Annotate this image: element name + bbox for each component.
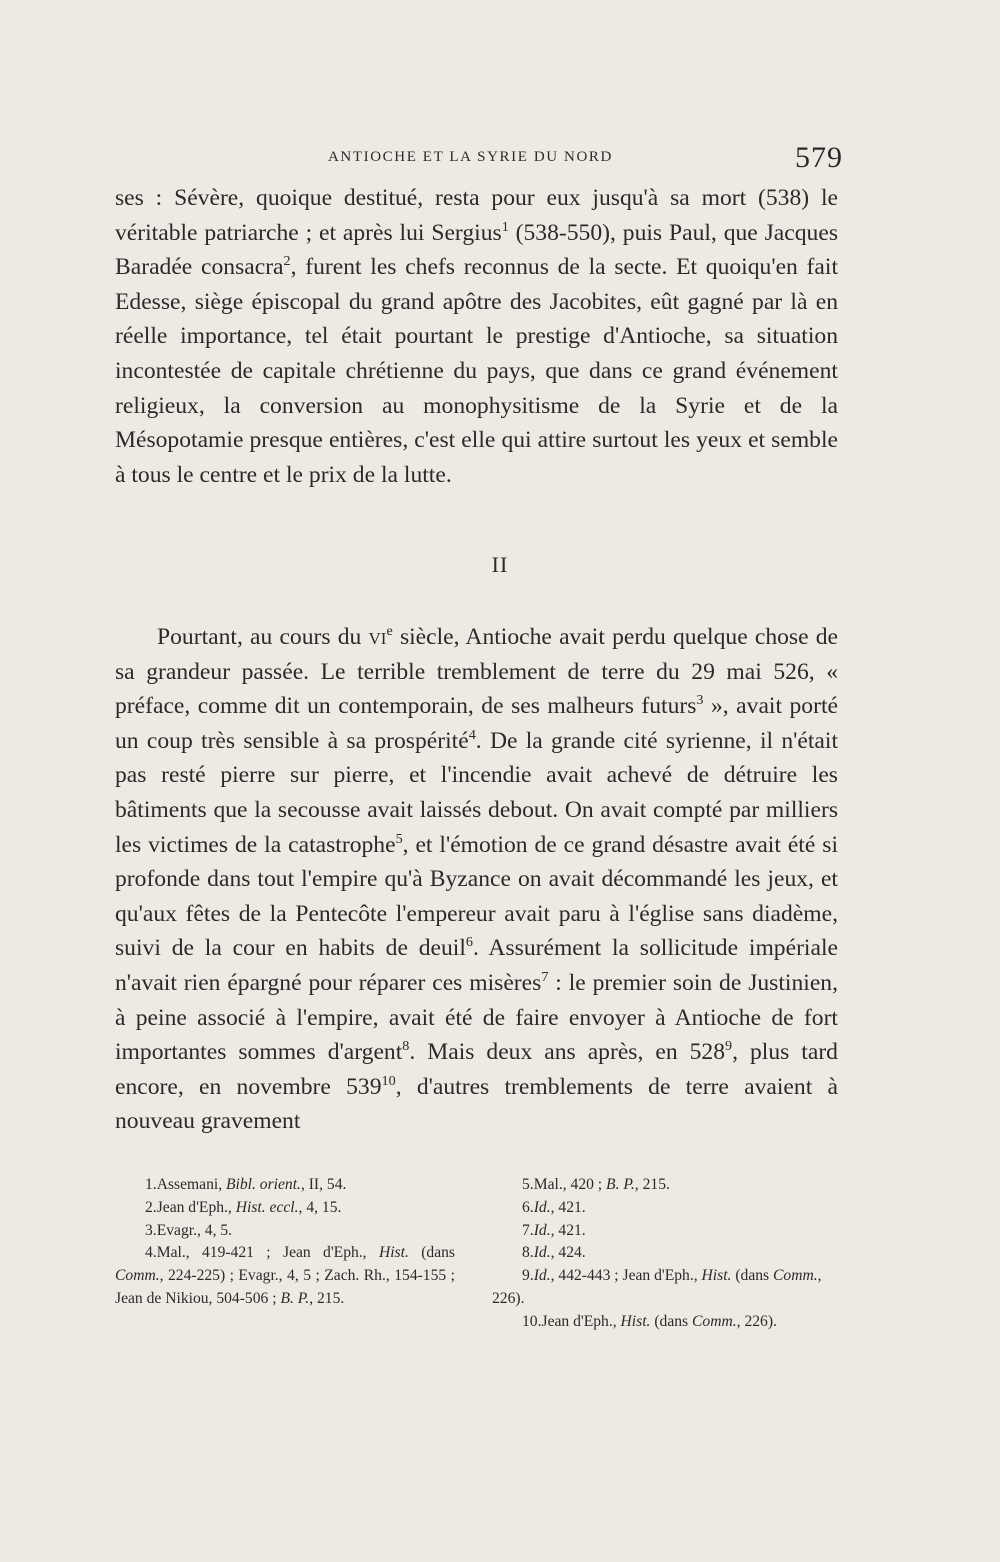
text-run: (538-550), puis Paul, que Jacques Baradée consacra (115, 219, 839, 281)
footnote-ref[interactable]: 4 (468, 726, 476, 743)
text-run: . Mais deux ans après, en 528 (409, 1039, 726, 1066)
section-heading: II (491, 552, 509, 577)
footnote-ref[interactable]: 3 (696, 692, 704, 709)
footnote-ref[interactable]: 1 (501, 218, 509, 235)
text-run: , d'autres tremblements de terre avaient à nouveau gravement (115, 1073, 838, 1135)
text-run: , et l'émotion de ce grand désastre avait été si profonde dans tout l'empire qu'à Byzance on avait décommandé les jeux, et qu'aux fêtes de la Pentecôte l'empereur avait paru à l'église sans diadème, suivi de la cour en habits de deuil (115, 831, 838, 962)
text-run: . Assurément la sollicitude impériale n'avait rien épargné pour réparer ces misères (115, 935, 838, 996)
footnote-ref[interactable]: 5 (395, 830, 403, 847)
footnote-7: 7.Id., 421. (522, 1221, 586, 1239)
paragraph-2 (115, 620, 838, 1139)
text-run: », avait porté un coup très sensible à sa prospérité (115, 693, 838, 754)
text-run: , plus tard encore, en novembre 539 (115, 1039, 838, 1100)
footnote-ref[interactable]: 10 (381, 1072, 396, 1089)
text-run: ses : Sévère, quoique destitué, resta pour eux jusqu'à sa mort (538) le véritable patriarche ; et après lui Sergius (115, 185, 838, 246)
page-number: 579 (795, 141, 843, 174)
running-title: ANTIOCHE ET LA SYRIE DU NORD (328, 149, 613, 165)
footnote-8: 8.Id., 424. (522, 1244, 586, 1262)
footnote-ref[interactable]: 6 (465, 934, 473, 951)
footnote-1: 1.Assemani, Bibl. orient., II, 54. (145, 1176, 347, 1193)
footnotes-left-column (115, 1174, 465, 1311)
footnote-ref[interactable]: 2 (283, 253, 291, 270)
footnote-ref[interactable]: 8 (402, 1038, 410, 1055)
text-run: . De la grande cité syrienne, il n'était pas resté pierre sur pierre, et l'incendie avait achevé de détruire les bâtiments que la secousse avait laissés debout. On avait compté par milliers les victimes de la catastrophe (115, 727, 838, 858)
paragraph-1 (115, 181, 838, 492)
text-run: : le premier soin de Justinien, à peine associé à l'empire, avait été de faire envoyer à Antioche de fort importantes sommes d'argent (115, 969, 838, 1066)
century-sup: e (386, 623, 393, 640)
footnote-ref[interactable]: 9 (725, 1038, 733, 1055)
footnote-3: 3.Evagr., 4, 5. (145, 1221, 233, 1239)
century-roman: vi (361, 624, 387, 650)
footnote-2: 2.Jean d'Eph., Hist. eccl., 4, 15. (145, 1198, 342, 1216)
footnote-10: 10.Jean d'Eph., Hist. (dans Comm., 226). (522, 1312, 777, 1330)
footnote-ref[interactable]: 7 (541, 969, 549, 986)
text-run: Pourtant, au cours du (157, 624, 362, 650)
footnote-6: 6.Id., 421. (522, 1198, 586, 1216)
footnote-5: 5.Mal., 420 ; B. P., 215. (522, 1176, 670, 1193)
footnotes-right-column (492, 1174, 852, 1334)
footnote-4: 4.Mal., 419-421 ; Jean d'Eph., Hist. (dans Comm., 224-225) ; Evagr., 4, 5 ; Zach. Rh., 154-155 ; Jean de Nikiou, 504-506 ; B. P., 215. (115, 1244, 455, 1307)
footnote-9: 9.Id., 442-443 ; Jean d'Eph., Hist. (dans Comm., 226). (492, 1267, 822, 1307)
text-run: siècle, Antioche avait perdu quelque chose de sa grandeur passée. Le terrible tremblement de terre du 29 mai 526, « préface, comme dit un contemporain, de ses malheurs futurs (115, 624, 839, 720)
text-run: , furent les chefs reconnus de la secte. Et quoiqu'en fait Edesse, siège épiscopal du grand apôtre des Jacobites, eût gagné par là en réelle importance, tel était pourtant le prestige d'Antioche, sa situation incontestée de capitale chrétienne du pays, que dans ce grand événement religieux, la conversion au monophysitisme de la Syrie et de la Mésopotamie presque entières, c'est elle qui attire surtout les yeux et semble à tous le centre et le prix de la lutte. (115, 254, 838, 488)
running-head (0, 143, 1000, 173)
